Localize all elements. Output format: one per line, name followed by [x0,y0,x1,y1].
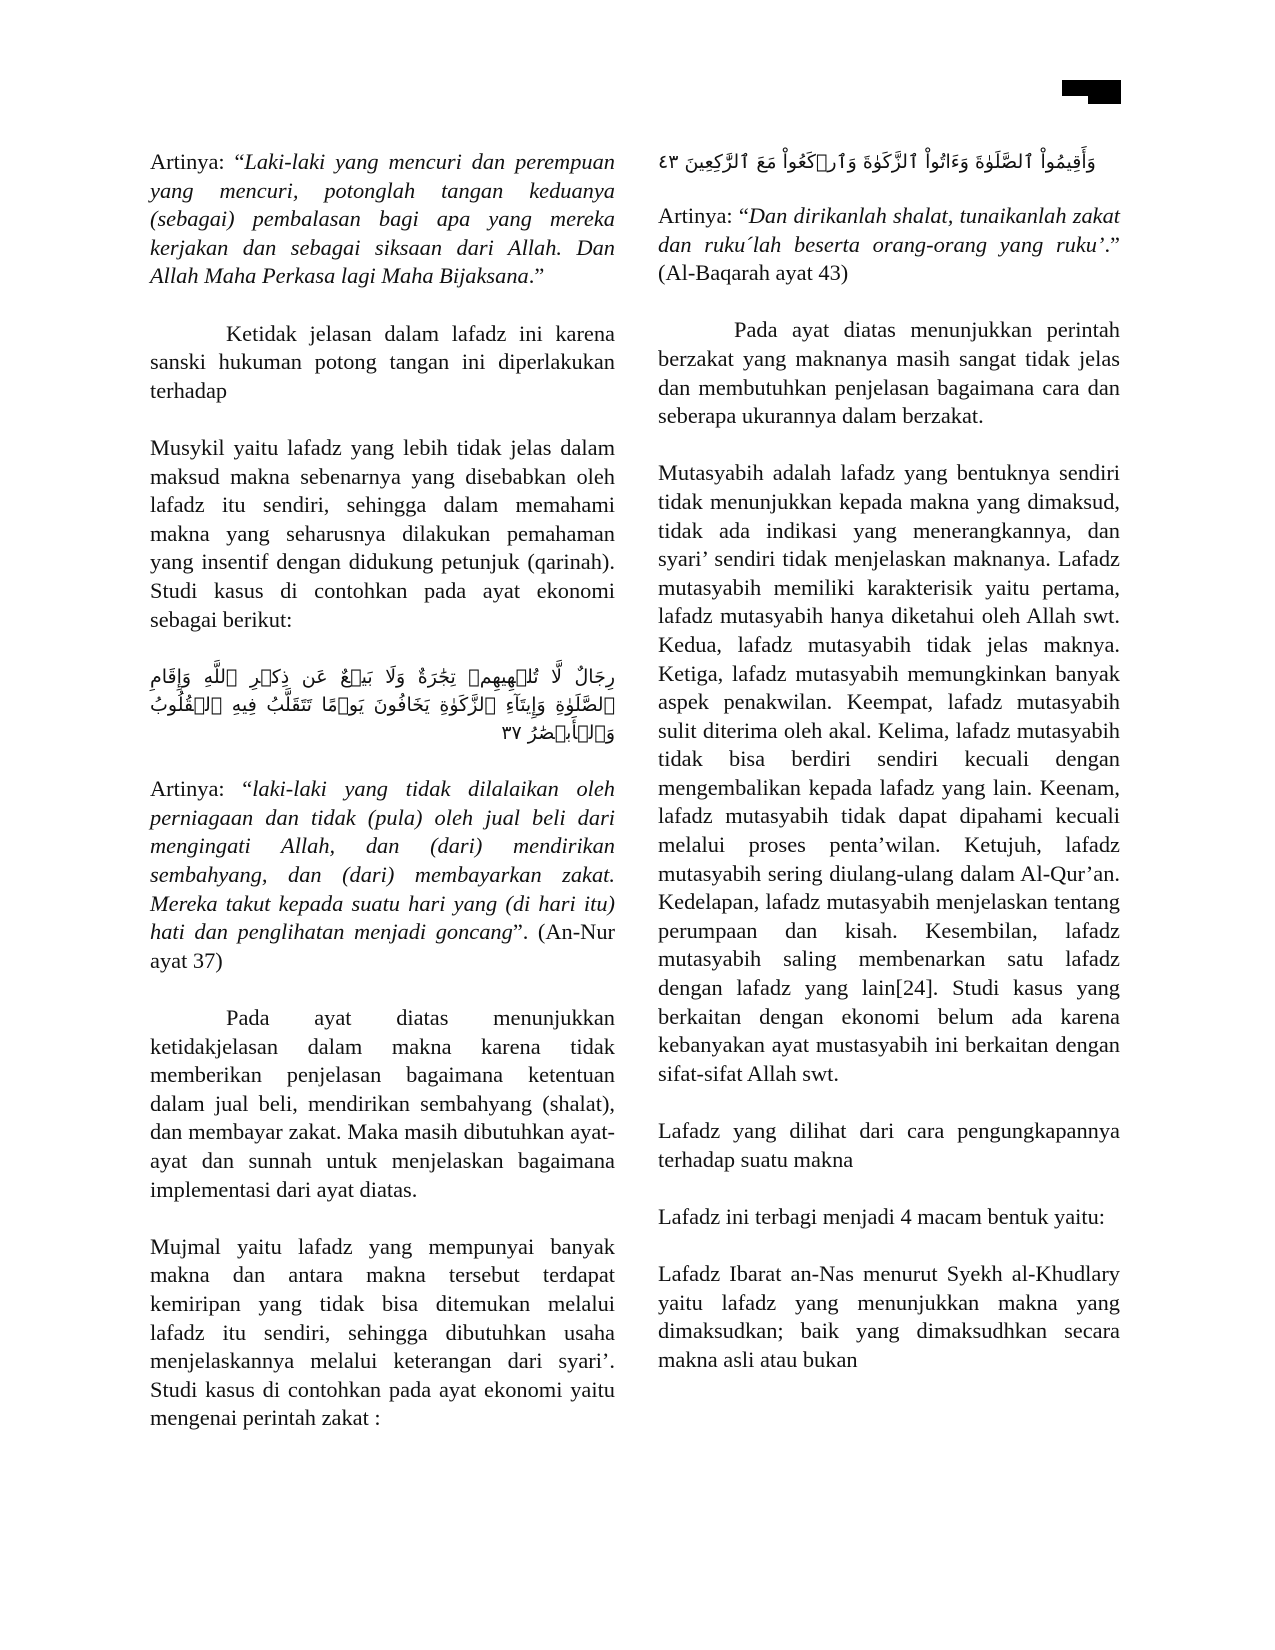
arabic-verse-al-baqarah-43: وَأَقِيمُواْ ٱلصَّلَوٰةَ وَءَاتُواْ ٱلزَّكَوٰةَ وَٱرۡكَعُواْ مَعَ ٱلرَّٰكِعِينَ ٤٣ [658,151,1096,173]
arabic-verse-an-nur-37: رِجَالٌ لَّا تُلۡهِيهِمۡ تِجَٰرَةٌ وَلَا بَيۡعٌ عَن ذِكۡرِ ٱللَّهِ وَإِقَامِ ٱلصَّلَوٰةِ وَإِيتَآءِ ٱلزَّكَوٰةِ يَخَافُونَ يَوۡمًا تَتَقَلَّبُ فِيهِ ٱلۡقُلُوبُ وَٱلۡأَبۡصَٰرُ ٣٧ [150,665,615,744]
translation-citation: ”. (An-Nur ayat 37) [150,919,615,973]
quran-translation-al-baqarah [658,202,1120,288]
paragraph-mutasyabih: Mutasyabih adalah lafadz yang bentuknya sendiri tidak menunjukkan kepada makna yang dimaksud, tidak ada indikasi yang menerangkannya, dan syari’ sendiri tidak menjelaskan maknanya. Lafadz mutasyabih memiliki karakterisik yaitu pertama, lafadz mutasyabih hanya diketahui oleh Allah swt. Kedua, lafadz mutasyabih tidak jelas maknya. Ketiga, lafadz mutasyabih memungkinkan banyak aspek penakwilan. Keempat, lafadz mutasyabih sulit diterima oleh akal. Kelima, lafadz mutasyabih tidak bisa berdiri sendiri kecuali dengan mengembalikan kepada lafadz yang lain. Keenam, lafadz mutasyabih tidak dapat dipahami kecuali melalui proses penta’wilan. Ketujuh, lafadz mutasyabih sering diulang-ulang dalam Al-Qur’an. Kedelapan, lafadz mutasyabih menjelaskan tentang perumpaan dan kisah. Kesembilan, lafadz mutasyabih saling membenarkan satu lafadz dengan lafadz yang lain[24]. Studi kasus yang berkaitan dengan ekonomi belum ada karena kebanyakan ayat mustasyabih ini berkaitan dengan sifat-sifat Allah swt. [658,460,1120,1086]
heading-lafadz-cara-pengungkapan: Lafadz yang dilihat dari cara pengungkapannya terhadap suatu makna [658,1118,1120,1172]
translation-italic-text: Dan dirikanlah shalat, tunaikanlah zakat dan ruku´lah beserta orang-orang yang ruku’ [658,203,1121,257]
quran-translation-an-nur [150,775,615,975]
paragraph-pada-ayat-diatas: Pada ayat diatas menunjukkan ketidakjelasan dalam makna karena tidak memberikan penjelasan bagaimana ketentuan dalam jual beli, mendirikan sembahyang (shalat), dan membayar zakat. Maka masih dibutuhkan ayat-ayat dan sunnah untuk menjelaskan bagaimana implementasi dari ayat diatas. [150,1005,615,1202]
translation-label: Artinya: “ [658,203,749,228]
translation-italic-text: Laki-laki yang mencuri dan perempuan yang mencuri, potonglah tangan keduanya (sebagai) pembalasan bagi apa yang mereka kerjakan dan sebagai siksaan dari Allah. Dan Allah Maha Perkasa lagi Maha Bijaksana [150,149,615,289]
quran-translation-al-maidah [150,148,615,291]
paragraph-mujmal: Mujmal yaitu lafadz yang mempunyai banyak makna dan antara makna tersebut terdapat kemiripan yang tidak bisa ditemukan melalui lafadz itu sendiri, sehingga dibutuhkan usaha menjelaskannya melalui keterangan dari syari’. Studi kasus di contohkan pada ayat ekonomi yaitu mengenai perintah zakat : [150,1233,615,1431]
paragraph-ibarat-an-nas: Lafadz Ibarat an-Nas menurut Syekh al-Khudlary yaitu lafadz yang menunjukkan makna yang dimaksudkan; baik yang dimaksudhkan secara makna asli atau bukan [658,1260,1120,1372]
left-column [150,148,615,1462]
translation-label: Artinya: “ [150,776,253,802]
paragraph-empat-macam-bentuk: Lafadz ini terbagi menjadi 4 macam bentuk yaitu: [658,1203,1106,1229]
paragraph-perintah-berzakat: Pada ayat diatas menunjukkan perintah berzakat yang maknanya masih sangat tidak jelas dan membutuhkan penjelasan bagaimana cara dan seberapa ukurannya dalam berzakat. [658,317,1120,429]
right-column [658,148,1120,1403]
paragraph-musykil: Musykil yaitu lafadz yang lebih tidak jelas dalam maksud makna sebenarnya yang disebabkan oleh lafadz itu sendiri, sehingga dalam memahami makna yang seharusnya dilakukan pemahaman yang insentif dengan didukung petunjuk (qarinah). Studi kasus di contohkan pada ayat ekonomi sebagai berikut: [150,434,615,632]
page-corner-marker [1088,80,1121,104]
translation-italic-text: laki-laki yang tidak dilalaikan oleh perniagaan dan tidak (pula) oleh jual beli dari mengingati Allah, dan (dari) mendirikan sembahyang, dan (dari) membayarkan zakat. Mereka takut kepada suatu hari yang (di hari itu) hati dan penglihatan menjadi goncang [150,776,616,945]
translation-citation: .” (Al-Baqarah ayat 43) [658,231,1120,286]
translation-closing: .” [528,263,545,289]
paragraph-ketidak-jelasan: Ketidak jelasan dalam lafadz ini karena sanski hukuman potong tangan ini diperlakukan terhadap [150,320,615,403]
translation-label: Artinya: “ [150,149,245,174]
